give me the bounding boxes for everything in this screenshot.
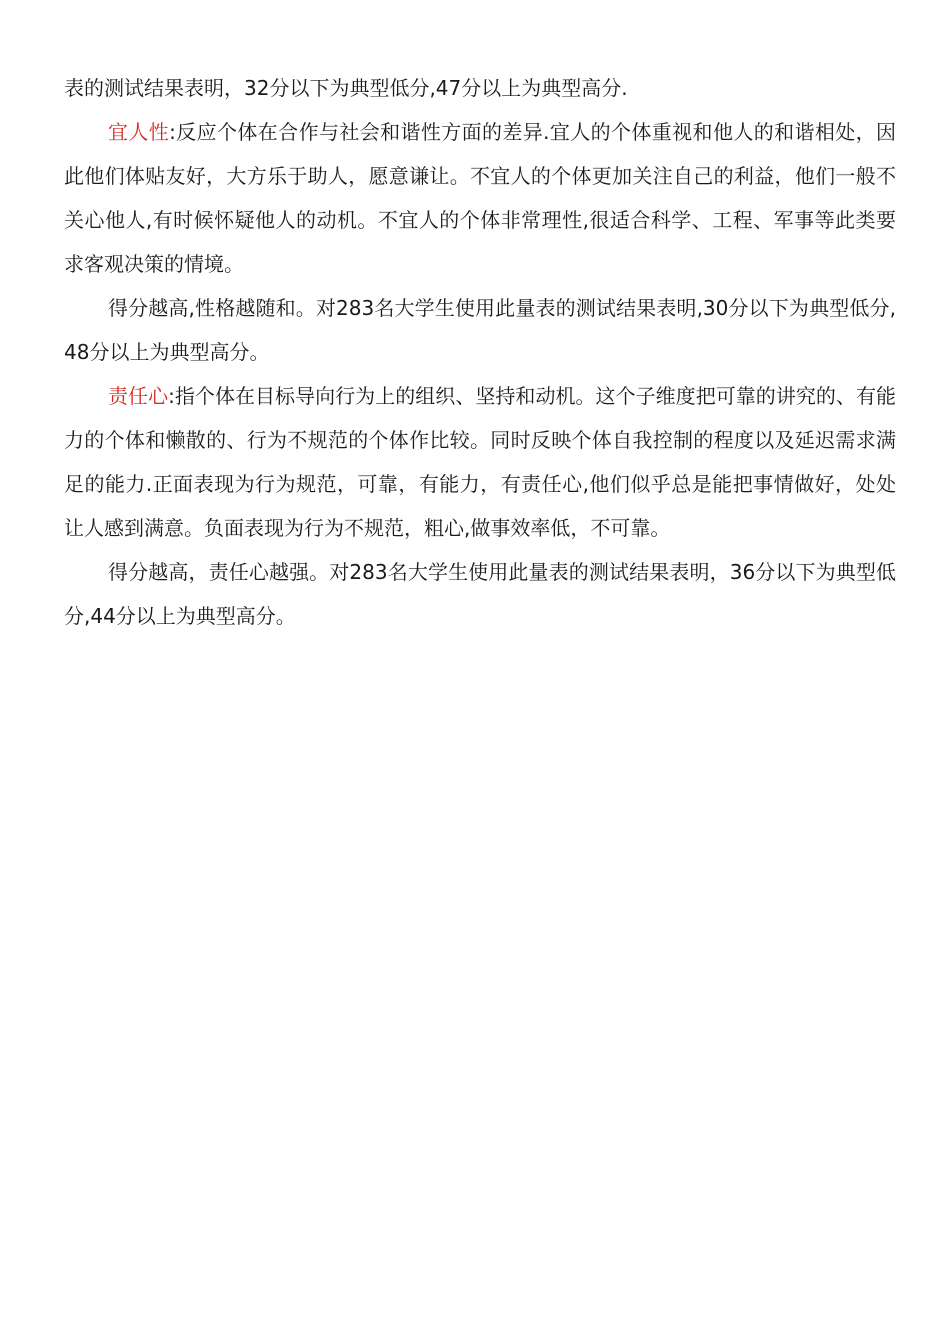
paragraph-score-continuation bbox=[64, 66, 896, 110]
paragraph-conscientiousness bbox=[64, 374, 896, 550]
paragraph-conscientiousness-scores bbox=[64, 550, 896, 638]
term-conscientiousness: 责任心 bbox=[108, 384, 169, 408]
paragraph-agreeableness-scores bbox=[64, 286, 896, 374]
paragraph-agreeableness bbox=[64, 110, 896, 286]
paragraph-text: :反应个体在合作与社会和谐性方面的差异.宜人的个体重视和他人的和谐相处，因此他们体贴友好，大方乐于助人，愿意谦让。不宜人的个体更加关注自己的利益，他们一般不关心他人,有时候怀疑他人的动机。不宜人的个体非常理性,很适合科学、工程、军事等此类要求客观决策的情境。 bbox=[64, 120, 896, 276]
paragraph-text: 表的测试结果表明，32分以下为典型低分,47分以上为典型高分. bbox=[64, 76, 628, 100]
document-page bbox=[64, 66, 896, 638]
paragraph-text: :指个体在目标导向行为上的组织、坚持和动机。这个子维度把可靠的讲究的、有能力的个体和懒散的、行为不规范的个体作比较。同时反映个体自我控制的程度以及延迟需求满足的能力.正面表现为行为规范，可靠，有能力，有责任心,他们似乎总是能把事情做好，处处让人感到满意。负面表现为行为不规范，粗心,做事效率低，不可靠。 bbox=[64, 384, 897, 540]
paragraph-text: 得分越高，责任心越强。对283名大学生使用此量表的测试结果表明，36分以下为典型低分,44分以上为典型高分。 bbox=[64, 560, 896, 628]
paragraph-text: 得分越高,性格越随和。对283名大学生使用此量表的测试结果表明,30分以下为典型低分,48分以上为典型高分。 bbox=[64, 296, 896, 364]
term-agreeableness: 宜人性 bbox=[108, 120, 170, 144]
